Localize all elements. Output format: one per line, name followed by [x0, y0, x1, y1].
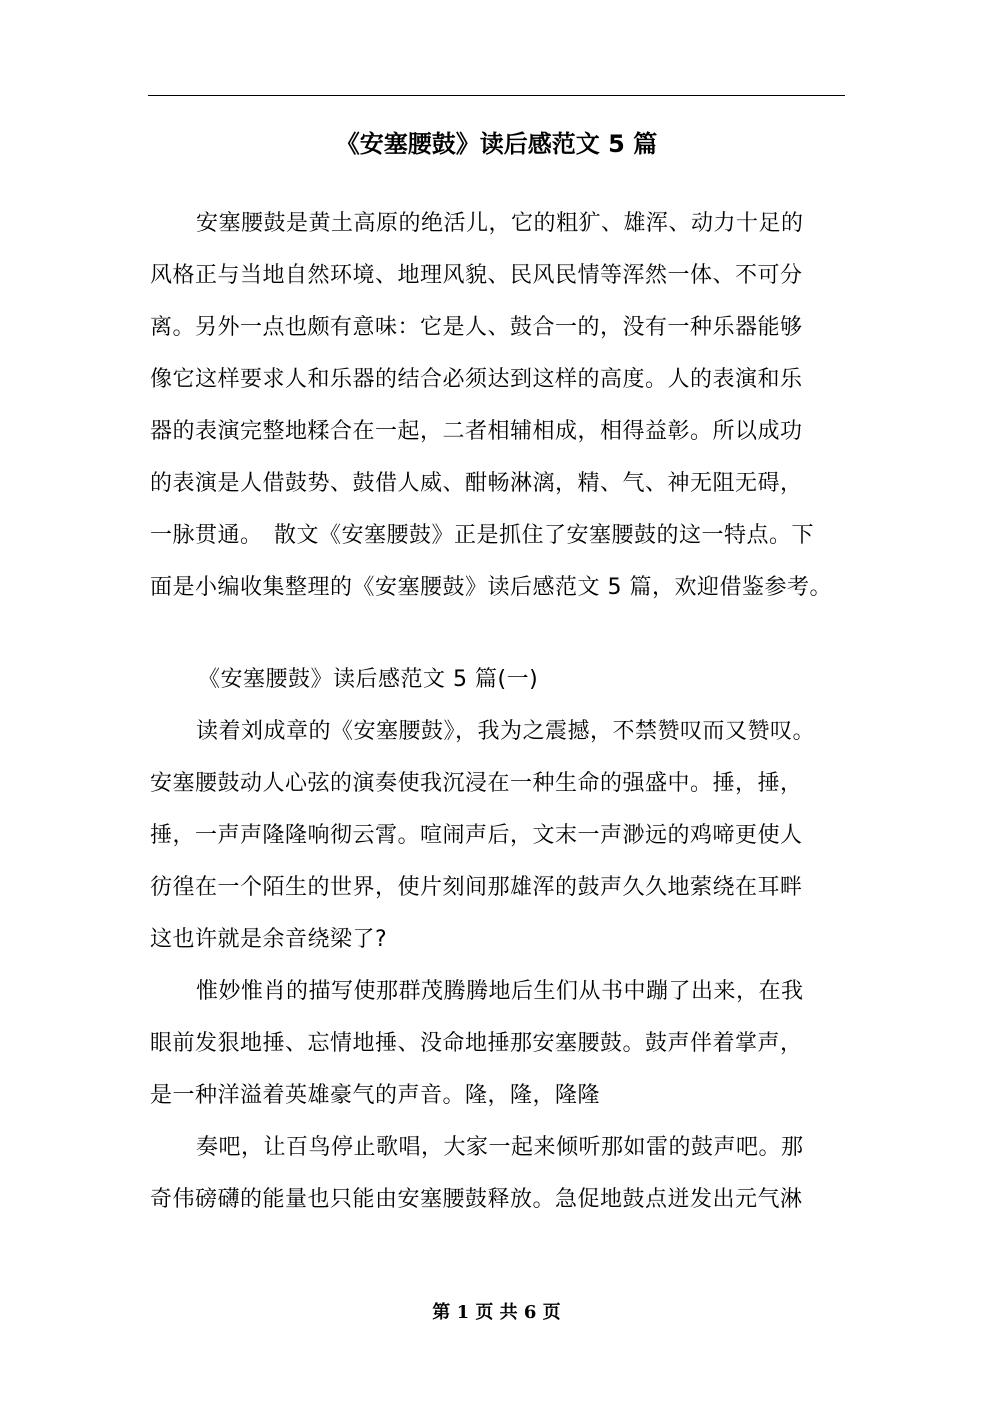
intro-line: 风格正与当地自然环境、地理风貌、民风民情等浑然一体、不可分 [150, 263, 803, 288]
intro-line: 安塞腰鼓是黄土高原的绝活儿，它的粗犷、雄浑、动力十足的 [196, 211, 804, 236]
document-body [150, 198, 850, 1226]
intro-paragraph [150, 198, 850, 614]
section-heading: 《安塞腰鼓》读后感范文 5 篇(一) [198, 667, 539, 692]
paragraph-line: 安塞腰鼓动人心弦的演奏使我沉浸在一种生命的强盛中。捶，捶， [150, 771, 803, 796]
paragraph-1 [150, 706, 850, 966]
page-number-footer: 第 1 页 共 6 页 [432, 1302, 561, 1323]
paragraph-line: 彷徨在一个陌生的世界，使片刻间那雄浑的鼓声久久地萦绕在耳畔 [150, 875, 803, 900]
intro-line: 的表演是人借鼓势、鼓借人威、酣畅淋漓，精、气、神无阻无碍， [150, 471, 803, 496]
intro-line: 器的表演完整地糅合在一起，二者相辅相成，相得益彰。所以成功 [150, 419, 803, 444]
intro-line: 像它这样要求人和乐器的结合必须达到这样的高度。人的表演和乐 [150, 367, 803, 392]
paragraph-line: 奇伟磅礴的能量也只能由安塞腰鼓释放。急促地鼓点迸发出元气淋 [150, 1187, 803, 1212]
paragraph-3 [150, 1122, 850, 1226]
paragraph-line: 捶，一声声隆隆响彻云霄。喧闹声后，文末一声渺远的鸡啼更使人 [150, 823, 803, 848]
intro-line: 面是小编收集整理的《安塞腰鼓》读后感范文 5 篇，欢迎借鉴参考。 [150, 575, 832, 600]
section-gap [150, 614, 850, 654]
paragraph-line: 这也许就是余音绕梁了? [150, 927, 388, 952]
paragraph-line: 读着刘成章的《安塞腰鼓》，我为之震撼，不禁赞叹而又赞叹。 [196, 719, 816, 744]
paragraph-line: 奏吧，让百鸟停止歌唱，大家一起来倾听那如雷的鼓声吧。那 [196, 1135, 804, 1160]
paragraph-line: 惟妙惟肖的描写使那群茂腾腾地后生们从书中蹦了出来，在我 [196, 979, 804, 1004]
document-title: 《安塞腰鼓》读后感范文 5 篇 [335, 130, 658, 158]
paragraph-line: 眼前发狠地捶、忘情地捶、没命地捶那安塞腰鼓。鼓声伴着掌声， [150, 1031, 803, 1056]
header-rule [148, 95, 845, 96]
paragraph-2 [150, 966, 850, 1122]
paragraph-line: 是一种洋溢着英雄豪气的声音。隆，隆，隆隆 [150, 1083, 601, 1108]
intro-line: 一脉贯通。 散文《安塞腰鼓》正是抓住了安塞腰鼓的这一特点。下 [150, 523, 815, 548]
intro-line: 离。另外一点也颇有意味：它是人、鼓合一的，没有一种乐器能够 [150, 315, 803, 340]
